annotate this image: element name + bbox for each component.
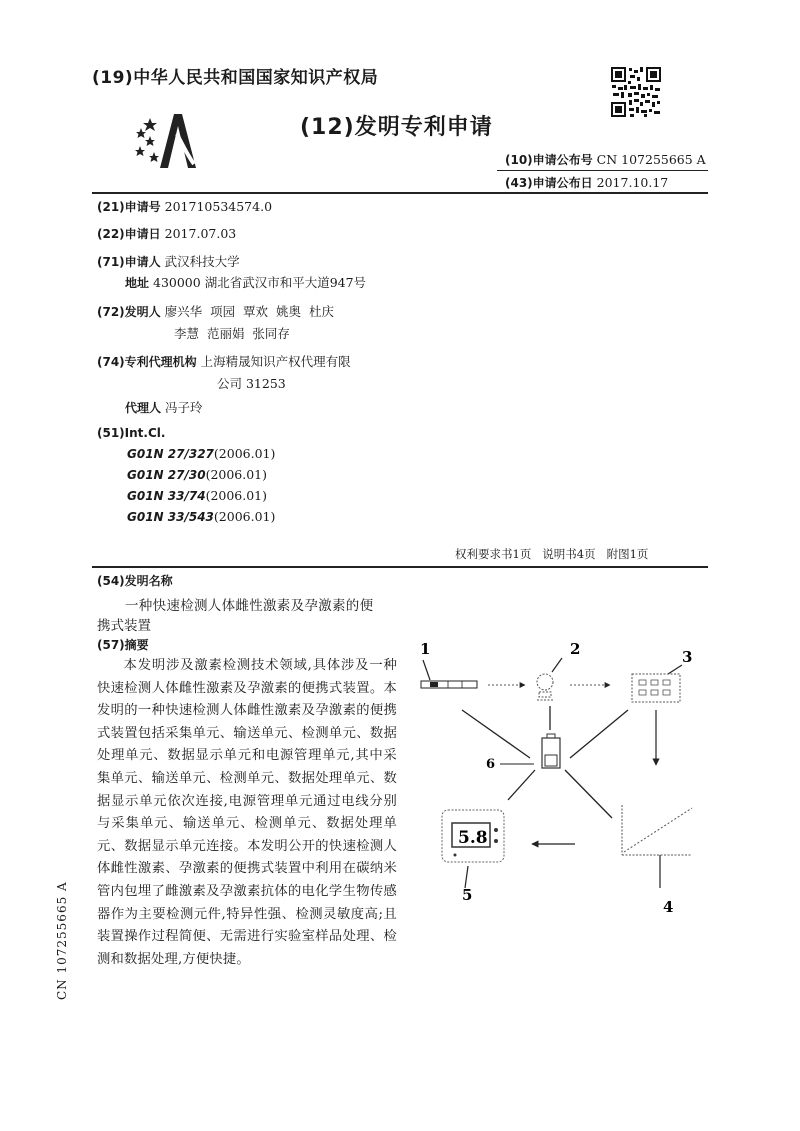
agency-row	[97, 352, 351, 370]
figure-label-2: 2	[570, 640, 581, 658]
classification-version: (2006.01)	[213, 509, 276, 524]
application-date: 2017.07.03	[164, 226, 237, 241]
abstract-text: 本发明涉及激素检测技术领域,具体涉及一种快速检测人体雌性激素及孕激素的便携式装置。本发明的一种快速检测人体雌性激素及孕激素的便携式装置包括采集单元、输送单元、检测单元、数据处理单元、数据显示单元和电源管理单元,其中采集单元、输送单元、检测单元、数据处理单元、数据显示单元依次连接,电源管理单元通过电线分别与采集单元、输送单元、检测单元、数据处理单元、数据显示单元连接。本发明公开的快速检测人体雌性激素、孕激素的便携式装置中利用在碳纳米管内包埋了雌激素及孕激素抗体的电化学生物传感器作为主要检测元件,特异性强、检测灵敏度高;且装置操作过程简便、无需进行实验室样品处理、检测和数据处理,方便快捷。	[97, 658, 397, 967]
publication-number-label: (10)申请公布号	[505, 153, 593, 167]
wire-to-collection	[462, 710, 530, 758]
page-counts: 权利要求书1页 说明书4页 附图1页	[455, 547, 649, 561]
inventors-label: (72)发明人	[97, 305, 161, 319]
cnipa-logo	[130, 104, 202, 172]
collection-unit	[421, 660, 477, 688]
side-publication-number: CN 107255665 A	[55, 881, 69, 1000]
office-name: (19)中华人民共和国国家知识产权局	[92, 68, 379, 88]
applicant-label: (71)申请人	[97, 255, 161, 269]
star-1	[143, 118, 157, 131]
agent-label: 代理人	[125, 401, 162, 415]
document-type: (12)发明专利申请	[300, 115, 493, 140]
qr-code	[610, 66, 662, 118]
classification-2	[127, 467, 267, 482]
title-label-row	[97, 572, 173, 589]
inventors-line1: 廖兴华 项园 覃欢 姚奥 杜庆	[164, 304, 334, 319]
classification-version: (2006.01)	[213, 446, 276, 461]
intcl-label	[97, 425, 165, 440]
address: 430000 湖北省武汉市和平大道947号	[153, 275, 367, 290]
publication-date-row	[505, 174, 668, 191]
figure-label-4: 4	[663, 898, 674, 916]
agency-line1: 上海精晟知识产权代理有限	[200, 354, 351, 369]
application-number: 201710534574.0	[164, 199, 273, 214]
inventors-row	[97, 302, 334, 320]
intcl-label-text: (51)Int.Cl.	[97, 426, 166, 440]
device-schematic-figure	[410, 630, 710, 920]
figure-label-1: 1	[420, 640, 431, 658]
classification-version: (2006.01)	[205, 467, 268, 482]
inventors-line2: 李慧 范丽娟 张同存	[174, 326, 290, 341]
detection-unit	[632, 665, 682, 702]
star-2	[136, 128, 146, 138]
application-date-row	[97, 225, 236, 242]
wire-to-detection	[570, 710, 628, 758]
wire-to-processing	[565, 770, 612, 818]
applicant: 武汉科技大学	[164, 254, 240, 269]
classification-code: G01N 33/74	[127, 489, 206, 503]
publication-number: CN 107255665 A	[596, 152, 706, 167]
publication-number-row	[505, 151, 706, 168]
header-rule-upper	[497, 170, 708, 171]
agency-line2: 公司 31253	[217, 376, 286, 391]
address-row	[125, 273, 366, 291]
invention-title-line1: 一种快速检测人体雌性激素及孕激素的便	[125, 598, 374, 614]
data-processing-unit	[622, 805, 692, 888]
classification-version: (2006.01)	[205, 488, 268, 503]
power-management-unit	[500, 734, 560, 768]
header-rule-main	[92, 192, 708, 194]
transport-unit	[537, 658, 562, 700]
title-label: (54)发明名称	[97, 574, 173, 588]
publication-date-label: (43)申请公布日	[505, 176, 593, 190]
classification-code: G01N 27/30	[127, 468, 206, 482]
star-3	[145, 136, 155, 146]
classification-4	[127, 509, 275, 524]
section-rule	[92, 566, 708, 568]
display-reading: 5.8	[458, 828, 488, 848]
classification-3	[127, 488, 267, 503]
abstract-label-row	[97, 636, 149, 653]
application-date-label: (22)申请日	[97, 227, 161, 241]
agent: 冯子玲	[165, 400, 203, 415]
agent-row	[125, 398, 203, 416]
wire-to-display	[508, 770, 535, 800]
publication-date: 2017.10.17	[596, 175, 669, 190]
classification-code: G01N 27/327	[127, 447, 214, 461]
star-4	[135, 146, 145, 156]
agency-label: (74)专利代理机构	[97, 355, 197, 369]
application-number-label: (21)申请号	[97, 200, 161, 214]
display-unit	[442, 810, 504, 888]
applicant-row	[97, 252, 240, 270]
figure-label-3: 3	[682, 648, 693, 666]
invention-title-line2: 携式装置	[97, 618, 151, 634]
star-5	[149, 152, 159, 162]
application-number-row	[97, 198, 272, 215]
address-label: 地址	[125, 276, 150, 290]
classification-1	[127, 446, 275, 461]
figure-label-5: 5	[462, 886, 473, 904]
classification-code: G01N 33/543	[127, 510, 214, 524]
abstract-label: (57)摘要	[97, 638, 149, 652]
figure-label-6: 6	[486, 757, 496, 772]
